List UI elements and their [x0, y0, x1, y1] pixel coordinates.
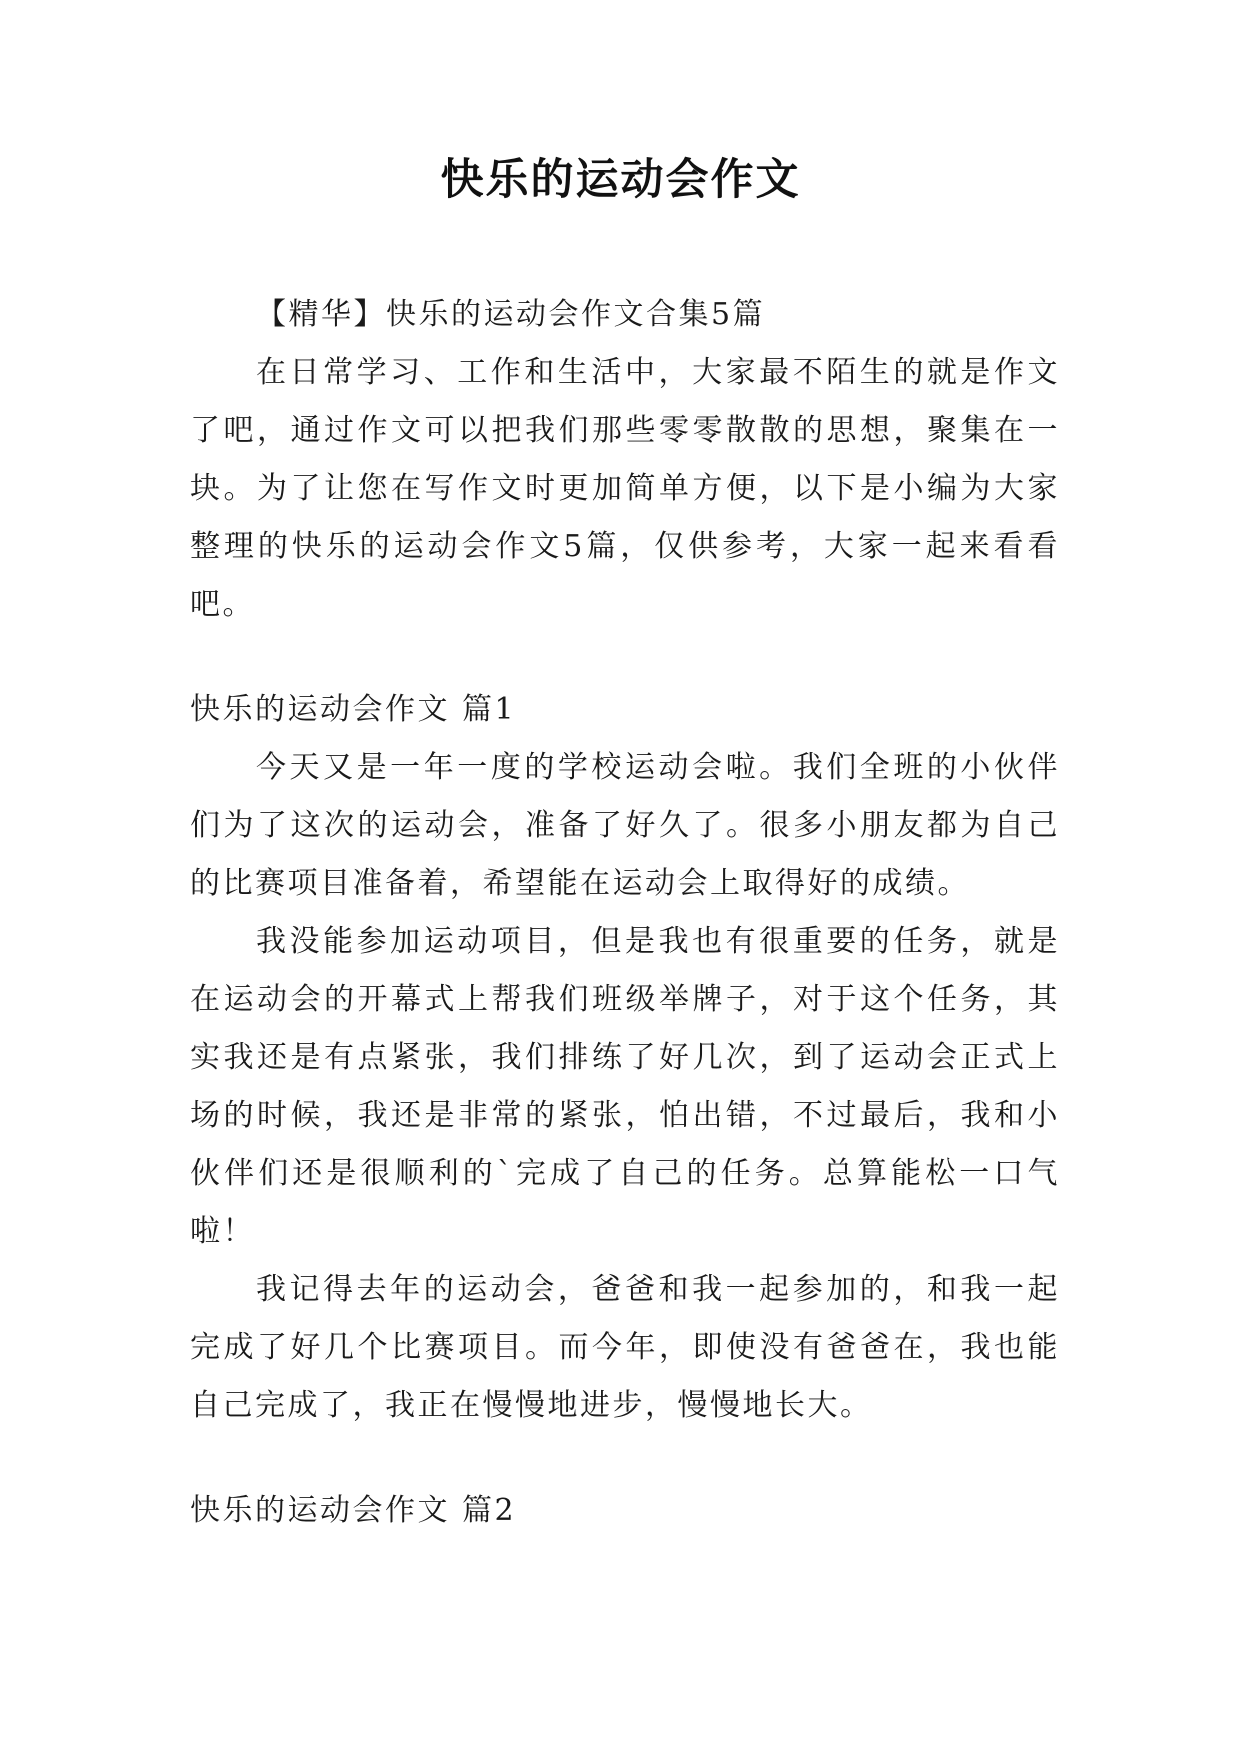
section-1-paragraph-1: 今天又是一年一度的学校运动会啦。我们全班的小伙伴们为了这次的运动会，准备了好久了。很多小朋友都为自己的比赛项目准备着，希望能在运动会上取得好的成绩。	[190, 750, 1060, 901]
collection-subtitle: 【精华】快乐的运动会作文合集5篇	[256, 297, 766, 332]
document-body	[190, 286, 1060, 1540]
section-1-paragraph-3: 我记得去年的运动会，爸爸和我一起参加的，和我一起完成了好几个比赛项目。而今年，即使没有爸爸在，我也能自己完成了，我正在慢慢地进步，慢慢地长大。	[190, 1272, 1060, 1423]
section-heading-1: 快乐的运动会作文 篇1	[190, 692, 517, 727]
document-title: 快乐的运动会作文	[440, 155, 801, 205]
section-1-paragraph-2: 我没能参加运动项目，但是我也有很重要的任务，就是在运动会的开幕式上帮我们班级举牌子，对于这个任务，其实我还是有点紧张，我们排练了好几次，到了运动会正式上场的时候，我还是非常的紧张，怕出错，不过最后，我和小伙伴们还是很顺利的`完成了自己的任务。总算能松一口气啦！	[190, 924, 1060, 1249]
intro-paragraph: 在日常学习、工作和生活中，大家最不陌生的就是作文了吧，通过作文可以把我们那些零零散散的思想，聚集在一块。为了让您在写作文时更加简单方便，以下是小编为大家整理的快乐的运动会作文5篇，仅供参考，大家一起来看看吧。	[190, 355, 1060, 622]
section-heading-2: 快乐的运动会作文 篇2	[190, 1493, 517, 1528]
